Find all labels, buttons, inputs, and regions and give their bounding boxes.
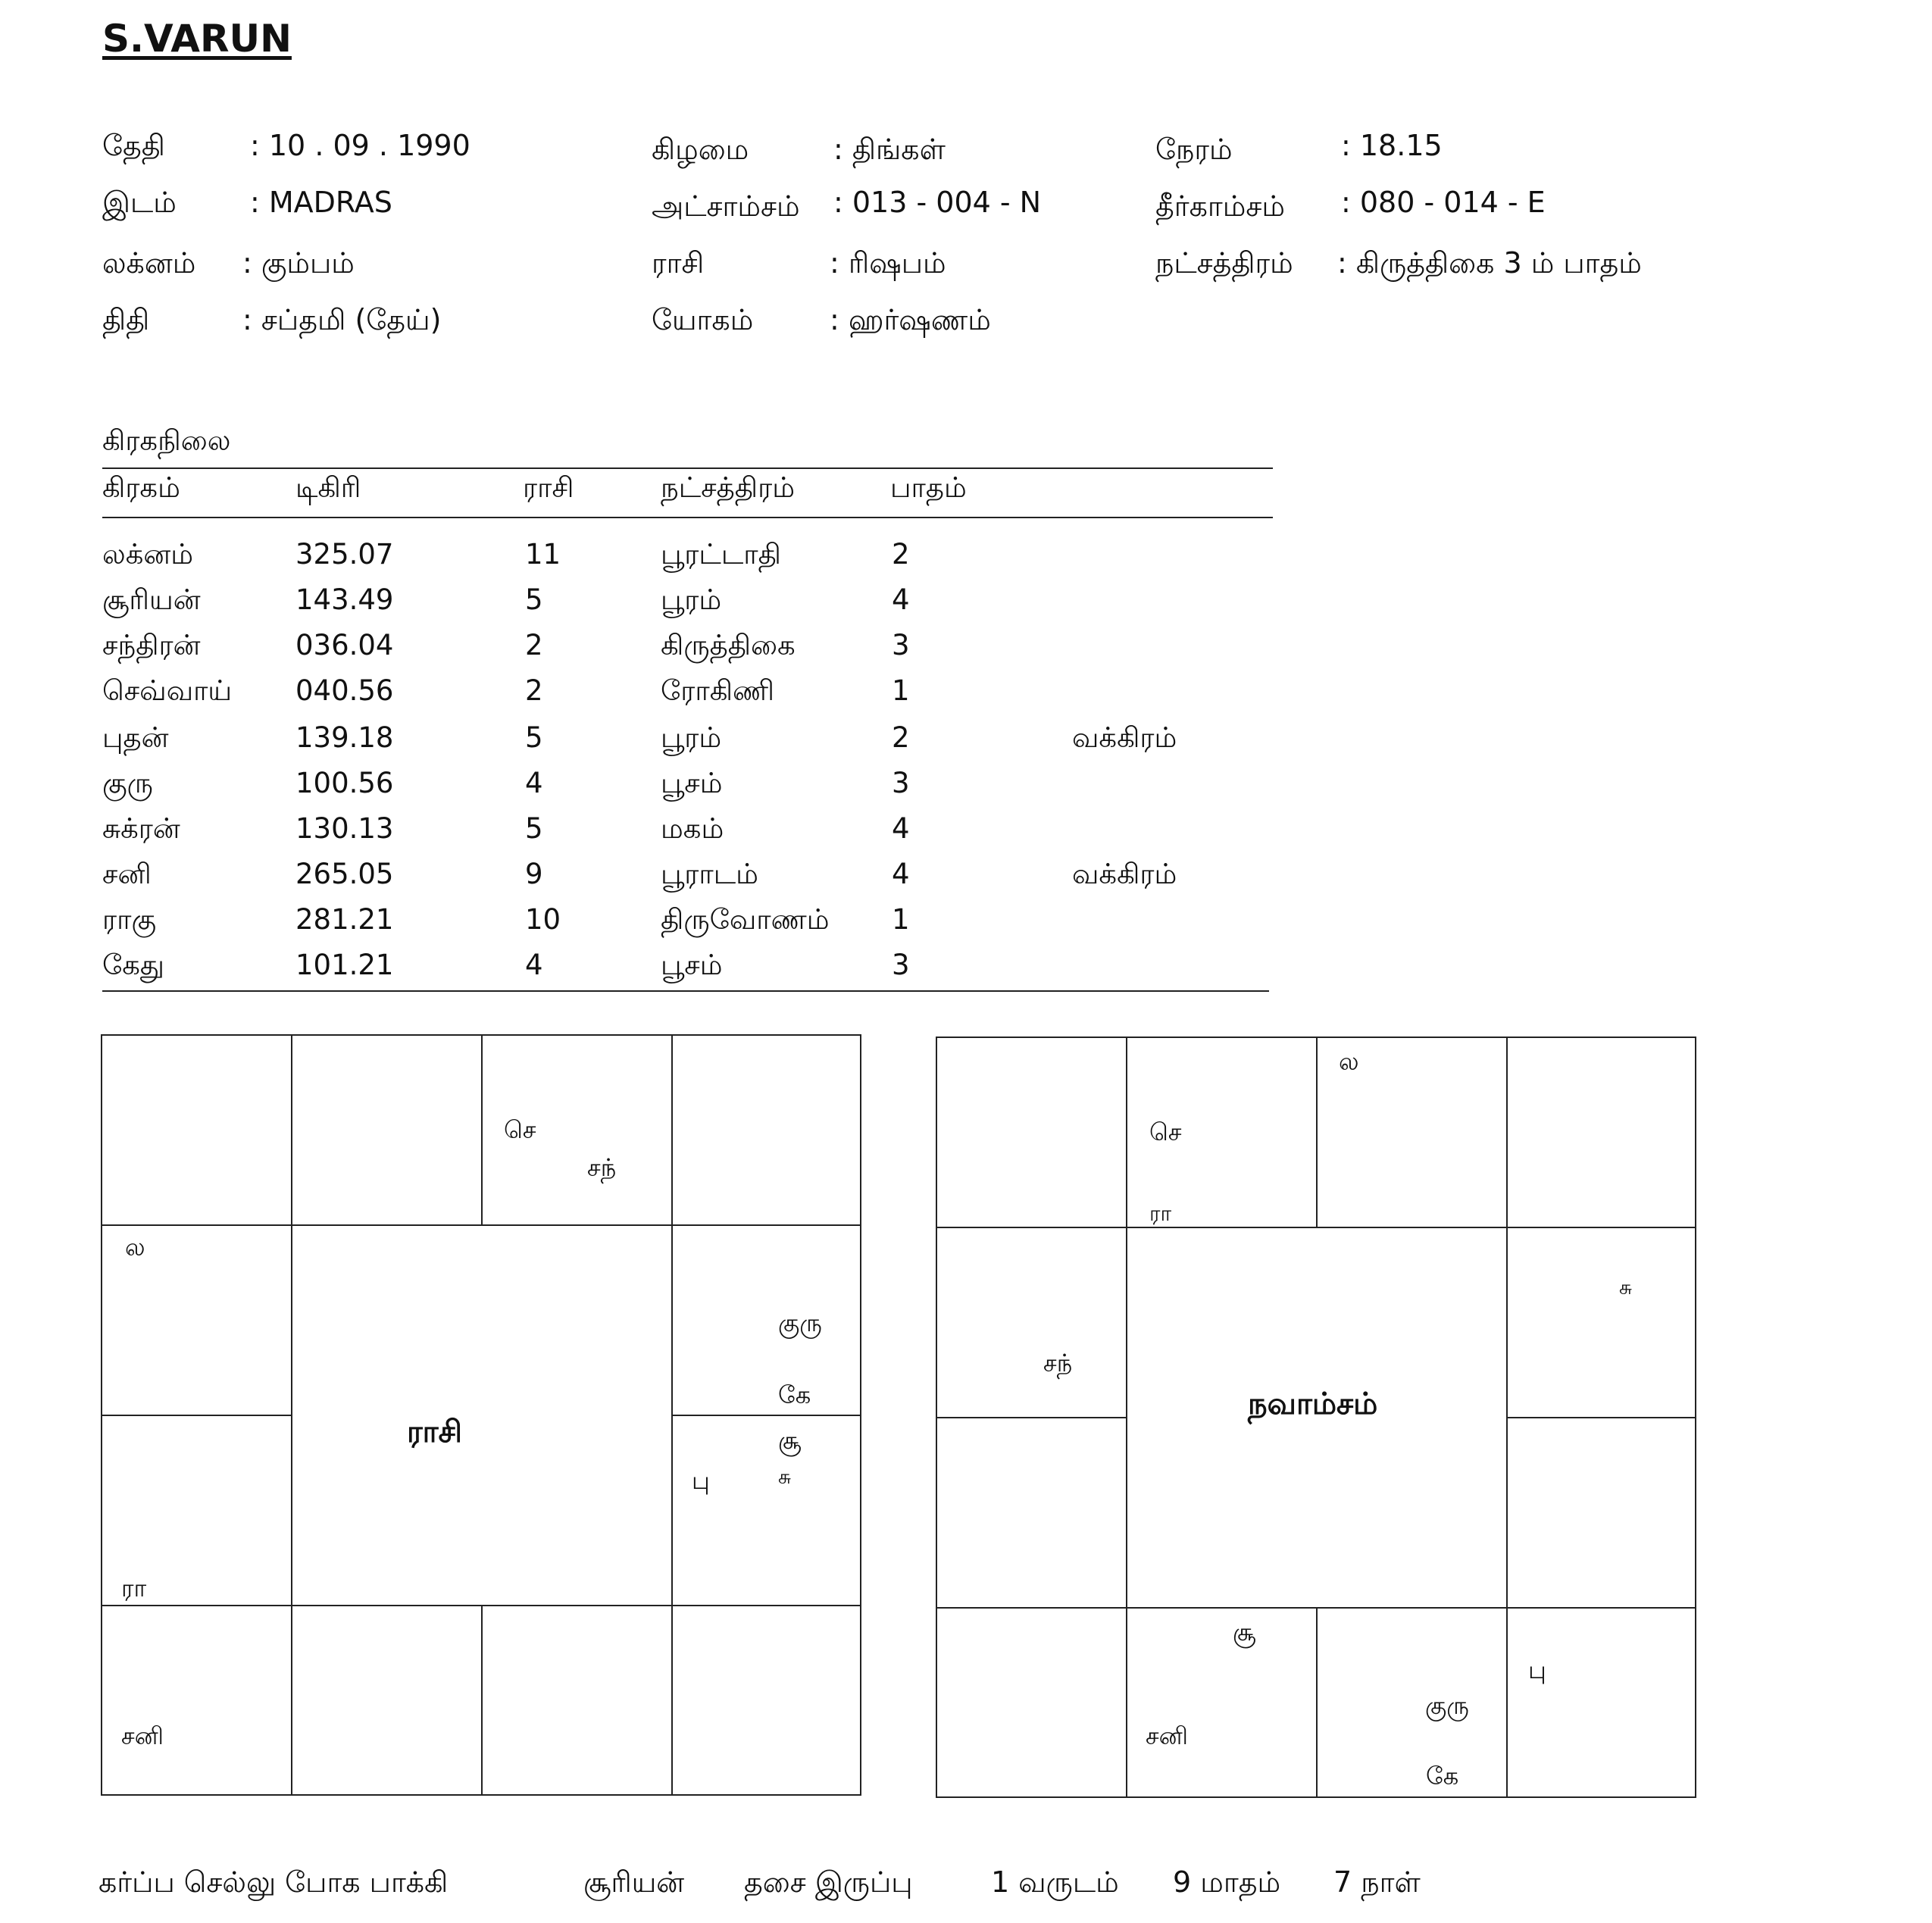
planet-cell: சந்திரன் xyxy=(102,629,201,661)
rasi-chart xyxy=(101,1034,861,1796)
star-cell: பூரட்டாதி xyxy=(661,538,781,571)
planet-label: ரா xyxy=(121,1574,147,1602)
detail-label: இடம் xyxy=(102,186,177,219)
degree-cell: 040.56 xyxy=(295,674,394,707)
rasi-cell: 5 xyxy=(525,721,543,754)
detail-label: அட்சாம்சம் xyxy=(652,189,800,223)
degree-cell: 036.04 xyxy=(295,629,394,661)
pada-cell: 1 xyxy=(892,674,910,707)
grid-line xyxy=(937,1417,1126,1418)
planet-cell: ராகு xyxy=(102,903,157,936)
chart-title: ராசி xyxy=(407,1415,462,1449)
note-cell: வக்கிரம் xyxy=(1072,858,1177,890)
grid-line xyxy=(671,1415,861,1416)
planet-cell: செவ்வாய் xyxy=(102,674,233,707)
pada-cell: 3 xyxy=(892,767,910,799)
detail-label: தேதி xyxy=(102,129,165,162)
detail-label: கிழமை xyxy=(652,133,749,166)
planet-label: ரா xyxy=(1149,1201,1172,1226)
pada-cell: 2 xyxy=(892,721,910,754)
planet-label: செ xyxy=(504,1115,536,1144)
planet-label: சந் xyxy=(1043,1349,1073,1377)
pada-cell: 3 xyxy=(892,949,910,981)
detail-label: நட்சத்திரம் xyxy=(1155,246,1293,280)
pada-cell: 3 xyxy=(892,629,910,661)
star-cell: பூரம் xyxy=(661,583,722,616)
planet-cell: கேது xyxy=(102,949,165,981)
table-header: பாதம் xyxy=(890,471,967,504)
footer-dasa-lord: சூரியன் xyxy=(583,1865,685,1899)
detail-value: : கும்பம் xyxy=(242,246,355,280)
planet-label: பு xyxy=(692,1466,710,1495)
planet-label: கே xyxy=(778,1380,811,1409)
detail-label: திதி xyxy=(102,303,150,336)
planet-cell: குரு xyxy=(102,767,153,799)
planet-cell: புதன் xyxy=(102,721,169,754)
planet-cell: சுக்ரன் xyxy=(102,812,180,845)
pada-cell: 4 xyxy=(892,812,910,845)
planet-label: சந் xyxy=(587,1153,617,1182)
planet-label: குரு xyxy=(778,1309,822,1337)
grid-line xyxy=(671,1036,673,1794)
grid-line xyxy=(291,1036,292,1794)
grid-line xyxy=(481,1605,483,1796)
detail-value: : 013 - 004 - N xyxy=(833,186,1042,219)
table-header: ராசி xyxy=(523,471,574,504)
note-cell: வக்கிரம் xyxy=(1072,721,1177,754)
detail-value: : 18.15 xyxy=(1341,129,1443,162)
table-header: டிகிரி xyxy=(295,471,361,504)
footer-label: கர்ப்ப செல்லு போக பாக்கி xyxy=(98,1865,449,1899)
pada-cell: 1 xyxy=(892,903,910,936)
planet-cell: சூரியன் xyxy=(102,583,201,616)
grid-line xyxy=(102,1415,291,1416)
degree-cell: 281.21 xyxy=(295,903,394,936)
star-cell: பூரம் xyxy=(661,721,722,754)
planet-label: ல xyxy=(125,1233,145,1262)
planet-label: ல xyxy=(1339,1047,1359,1076)
star-cell: பூசம் xyxy=(661,767,723,799)
planet-label: கே xyxy=(1426,1762,1459,1790)
detail-value: : 080 - 014 - E xyxy=(1341,186,1546,219)
detail-label: யோகம் xyxy=(652,303,754,336)
degree-cell: 265.05 xyxy=(295,858,394,890)
grid-line xyxy=(937,1227,1695,1228)
degree-cell: 100.56 xyxy=(295,767,394,799)
grid-line xyxy=(1506,1038,1508,1796)
footer-years: 1 வருடம் xyxy=(991,1865,1119,1899)
detail-value: : MADRAS xyxy=(250,186,392,219)
grid-line xyxy=(1506,1417,1696,1418)
pada-cell: 4 xyxy=(892,858,910,890)
degree-cell: 139.18 xyxy=(295,721,394,754)
detail-value: : கிருத்திகை 3 ம் பாதம் xyxy=(1337,246,1642,280)
planet-cell: சனி xyxy=(102,858,152,890)
table-header: கிரகம் xyxy=(102,471,180,504)
rasi-cell: 2 xyxy=(525,629,543,661)
rasi-cell: 10 xyxy=(525,903,561,936)
detail-value: : ரிஷபம் xyxy=(830,246,946,280)
pada-cell: 2 xyxy=(892,538,910,571)
rasi-cell: 2 xyxy=(525,674,543,707)
planet-label: சூ xyxy=(1233,1618,1256,1646)
table-header-rule xyxy=(102,517,1273,518)
table-title: கிரகநிலை xyxy=(102,424,231,457)
degree-cell: 101.21 xyxy=(295,949,394,981)
detail-label: லக்னம் xyxy=(102,246,196,280)
star-cell: பூராடம் xyxy=(661,858,758,890)
detail-label: ராசி xyxy=(652,246,705,280)
detail-value: : 10 . 09 . 1990 xyxy=(250,129,470,162)
detail-label: தீர்காம்சம் xyxy=(1155,189,1285,223)
rasi-cell: 5 xyxy=(525,583,543,616)
star-cell: ரோகிணி xyxy=(661,674,775,707)
rasi-cell: 5 xyxy=(525,812,543,845)
navamsa-chart xyxy=(936,1037,1696,1798)
detail-label: நேரம் xyxy=(1155,133,1233,166)
detail-value: : திங்கள் xyxy=(833,133,946,166)
degree-cell: 143.49 xyxy=(295,583,394,616)
table-top-rule xyxy=(102,467,1273,469)
planet-label: சூ xyxy=(778,1426,802,1455)
footer-days: 7 நாள் xyxy=(1333,1865,1421,1899)
footer-months: 9 மாதம் xyxy=(1173,1865,1281,1899)
rasi-cell: 11 xyxy=(525,538,561,571)
native-name: S.VARUN xyxy=(102,17,292,61)
grid-line xyxy=(1316,1038,1318,1227)
star-cell: மகம் xyxy=(661,812,724,845)
star-cell: திருவோணம் xyxy=(661,903,830,936)
rasi-cell: 4 xyxy=(525,949,543,981)
planet-label: சு xyxy=(1619,1277,1632,1299)
planet-label: குரு xyxy=(1425,1691,1469,1720)
detail-value: : ஹர்ஷணம் xyxy=(830,303,991,336)
planet-cell: லக்னம் xyxy=(102,538,194,571)
rasi-cell: 9 xyxy=(525,858,543,890)
rasi-cell: 4 xyxy=(525,767,543,799)
grid-line xyxy=(481,1036,483,1224)
grid-line xyxy=(1126,1038,1127,1796)
pada-cell: 4 xyxy=(892,583,910,616)
grid-line xyxy=(1316,1607,1318,1798)
planet-label: செ xyxy=(1149,1118,1182,1146)
star-cell: பூசம் xyxy=(661,949,723,981)
degree-cell: 325.07 xyxy=(295,538,394,571)
table-header: நட்சத்திரம் xyxy=(661,471,795,504)
chart-title: நவாம்சம் xyxy=(1248,1387,1378,1421)
planet-label: சனி xyxy=(121,1721,164,1750)
degree-cell: 130.13 xyxy=(295,812,394,845)
planet-label: சு xyxy=(778,1466,791,1489)
grid-line xyxy=(102,1224,860,1226)
table-bottom-rule xyxy=(102,990,1269,992)
planet-label: பு xyxy=(1528,1656,1546,1684)
planet-label: சனி xyxy=(1146,1721,1188,1750)
detail-value: : சப்தமி (தேய்) xyxy=(242,303,442,336)
star-cell: கிருத்திகை xyxy=(661,629,796,661)
footer-label: தசை இருப்பு xyxy=(744,1865,913,1899)
